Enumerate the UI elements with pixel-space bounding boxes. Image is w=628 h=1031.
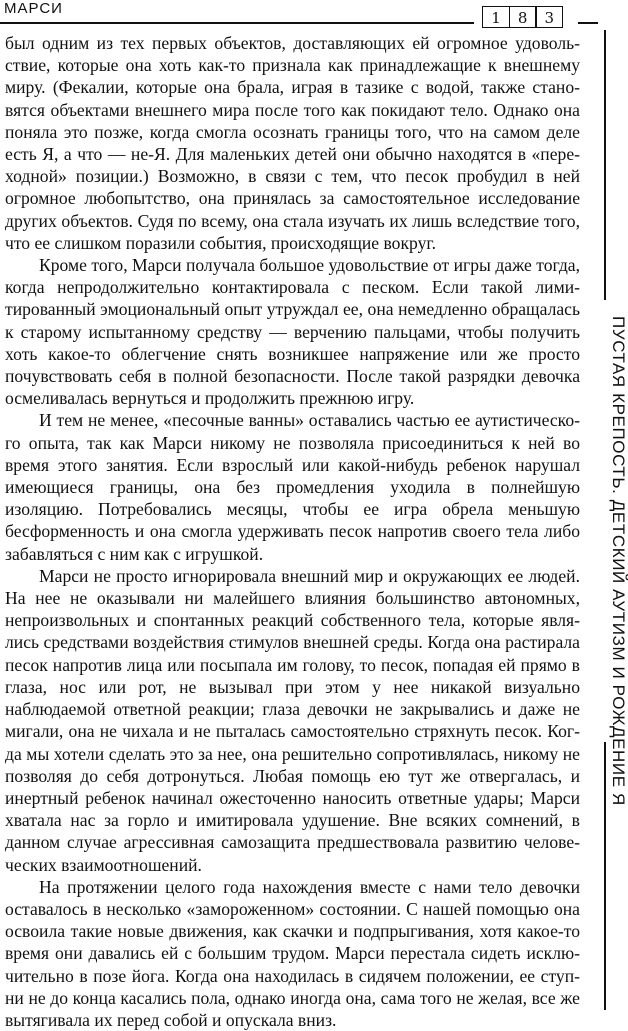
side-rule-bottom [604, 742, 606, 1010]
paragraph: Кроме того, Марси получала большое удовольствие от игры даже тогда, когда непродолжительно контактировала с песком. Если такой лимитированный эмоциональный опыт утруждал ее, она немедленно обращалась к старому испытанному средству — верчению пальцами, чтобы получить хоть какое-то облегчение снять возникшее напряжение или же просто почувствовать себя в полной безопасности. После такой разрядки девочка осмеливалась вернуться и продолжить прежнюю игру. [5, 255, 580, 409]
paragraph: И тем не менее, «песочные ванны» оставались частью ее аутистического опыта, так как Марси никому не позволяла присоединиться к ней во время этого занятия. Если взрослый или какой-нибудь ребенок нарушал имеющиеся границы, она без промедления уходила в полнейшую изоляцию. Потребовались месяцы, чтобы ее игра обрела меньшую бесформенность и она смогла удерживать песок напротив своего тела либо забавляться с ним как с игрушкой. [5, 410, 580, 564]
paragraph: был одним из тех первых объектов, доставляющих ей огромное удовольствие, которые она хоть как-то признала как принадлежащие к внешнему миру. (Фекалии, которые она брала, играя в тазике с водой, также становятся объектами внешнего мира после того как покидают тело. Однако она поняла это позже, когда смогла осознать границы того, что на самом деле есть Я, а что — не-Я. Для маленьких детей они обычно находятся в «переходной» позиции.) Возможно, в связи с тем, что песок пробудил в ней огромное любопытство, она принялась за самостоятельное исследование других объектов. Судя по всему, она стала изучать их лишь вследствие того, что ее слишком поразили события, происходящие вокруг. [5, 33, 580, 253]
page-number [482, 6, 562, 28]
page-number-digit: 3 [535, 6, 563, 28]
body-text [5, 32, 580, 1031]
paragraph: Марси не просто игнорировала внешний мир и окружающих ее людей. На нее не оказывали ни малейшего влияния большинство автономных, непроизвольных и спонтанных реакций собственного тела, которые являлись средствами воздействия стимулов внешней среды. Когда она растирала песок напротив лица или посыпала им голову, то песок, попадая ей прямо в глаза, нос или рот, не вызывал при этом у нее никакой визуально наблюдаемой ответной реакции; глаза девочки не закрывались и даже не мигали, она не чихала и не пыталась самостоятельно стряхнуть песок. Когда мы хотели сделать это за нее, она решительно сопротивлялась, никому не позволяя до себя дотронуться. Любая помощь ею тут же отвергалась, и инертный ребенок начинал ожесточенно наносить ответные удары; Марси хватала нас за горло и имитировала удушение. Вне всяких сомнений, в данном случае агрессивная самозащита предшествовала развитию человеческих взаимоотношений. [5, 565, 580, 875]
header-rule-right [578, 22, 598, 24]
side-rule-top [604, 30, 606, 300]
paragraph: На протяжении целого года нахождения вместе с нами тело девочки оставалось в несколько «замороженном» состоянии. С нашей помощью она освоила такие новые движения, как скачки и подпрыгивания, хотя какое-то время они давались ей с большим трудом. Марси перестала сидеть исключительно в позе йога. Когда она находилась в сидячем положении, ее ступни не до конца касались пола, однако иногда она, сама того не желая, все же вытягивала их перед собой и опускала вниз. [5, 876, 580, 1030]
page-number-digit: 1 [482, 6, 510, 28]
header-rule [0, 22, 474, 24]
page-number-digit: 8 [509, 6, 537, 28]
running-head: МАРСИ [4, 0, 63, 17]
side-book-title: ПУСТАЯ КРЕПОСТЬ. ДЕТСКИЙ АУТИЗМ И РОЖДЕНИЕ Я [609, 316, 628, 806]
